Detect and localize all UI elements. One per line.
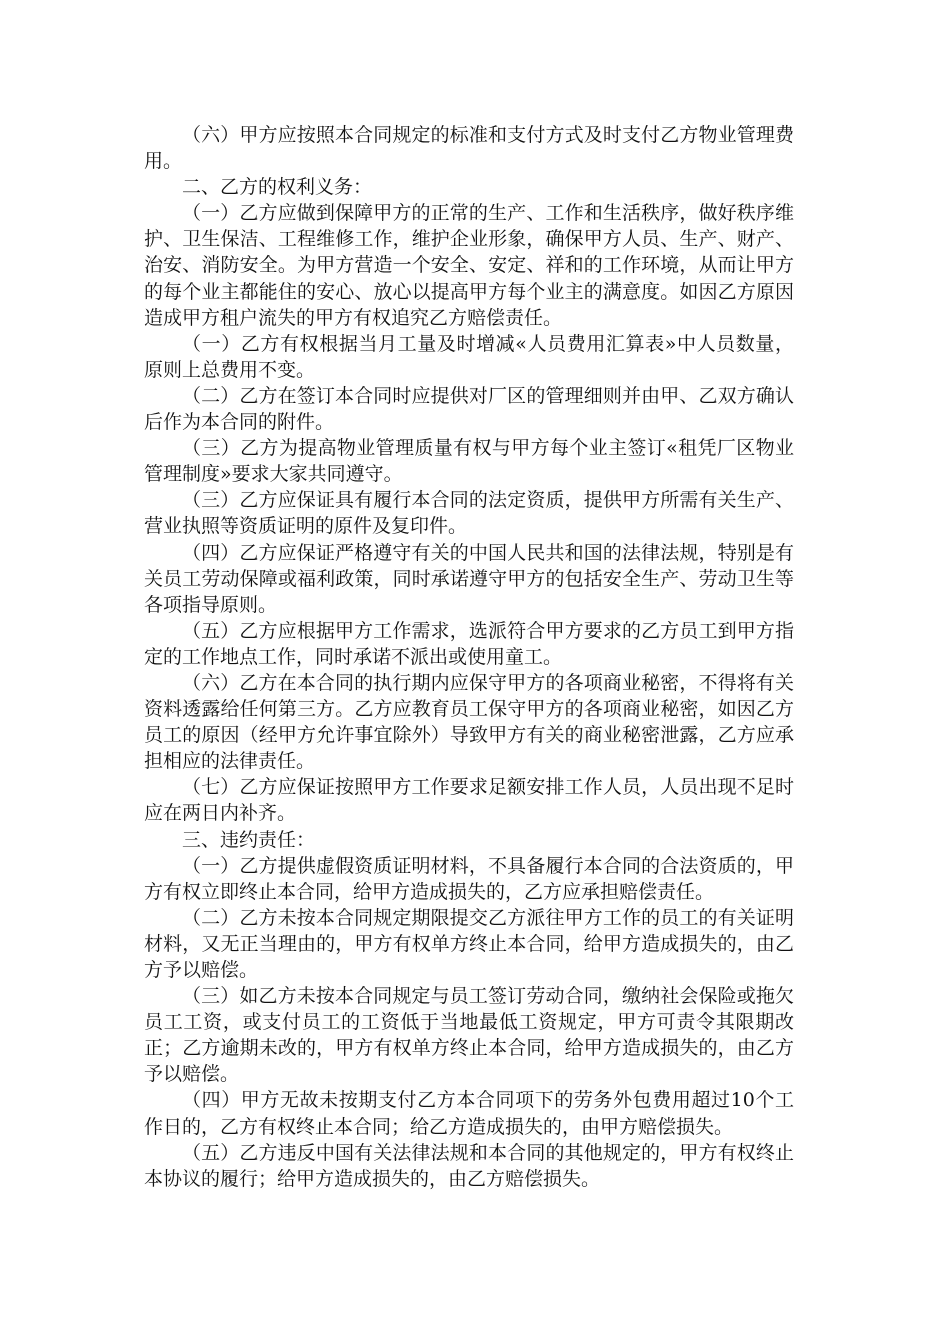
- paragraph-party-b-assign-staff: （五）乙方应根据甲方工作需求，选派符合甲方要求的乙方员工到甲方指定的工作地点工作，同时承诺不派出或使用童工。: [144, 619, 794, 668]
- paragraph-party-b-staffing: （一）乙方有权根据当月工量及时增减«人员费用汇算表»中人员数量，原则上总费用不变。: [144, 332, 794, 381]
- paragraph-party-b-tenant-rules: （三）乙方为提高物业管理质量有权与甲方每个业主签订«租凭厂区物业管理制度»要求大家共同遵守。: [144, 437, 794, 486]
- paragraph-party-b-order: （一）乙方应做到保障甲方的正常的生产、工作和生活秩序，做好秩序维护、卫生保洁、工程维修工作，维护企业形象，确保甲方人员、生产、财产、治安、消防安全。为甲方营造一个安全、安定、祥和的工作环境，从而让甲方的每个业主都能住的安心、放心以提高甲方每个业主的满意度。如因乙方原因造成甲方租户流失的甲方有权追究乙方赔偿责任。: [144, 202, 794, 329]
- paragraph-party-b-qualification: （三）乙方应保证具有履行本合同的法定资质，提供甲方所需有关生产、营业执照等资质证明的原件及复印件。: [144, 489, 794, 538]
- section-heading-breach: 三、违约责任：: [182, 828, 316, 851]
- paragraph-breach-law-violation: （五）乙方违反中国有关法律法规和本合同的其他规定的，甲方有权终止本协议的履行；给甲方造成损失的，由乙方赔偿损失。: [144, 1141, 794, 1190]
- paragraph-party-b-confidentiality: （六）乙方在本合同的执行期内应保守甲方的各项商业秘密，不得将有关资料透露给任何第三方。乙方应教育员工保守甲方的各项商业秘密，如因乙方员工的原因（经甲方允许事宜除外）导致甲方有关的商业秘密泄露，乙方应承担相应的法律责任。: [144, 671, 794, 773]
- section-heading-party-b-rights: 二、乙方的权利义务：: [182, 176, 373, 199]
- paragraph-breach-late-documents: （二）乙方未按本合同规定期限提交乙方派往甲方工作的员工的有关证明材料，又无正当理由的，甲方有权单方终止本合同，给甲方造成损失的，由乙方予以赔偿。: [144, 906, 794, 981]
- paragraph-party-b-staff-replenish: （七）乙方应保证按照甲方工作要求足额安排工作人员，人员出现不足时应在两日内补齐。: [144, 776, 794, 825]
- paragraph-party-b-compliance: （四）乙方应保证严格遵守有关的中国人民共和国的法律法规，特别是有关员工劳动保障或福利政策，同时承诺遵守甲方的包括安全生产、劳动卫生等各项指导原则。: [144, 541, 794, 616]
- paragraph-breach-false-qualification: （一）乙方提供虚假资质证明材料，不具备履行本合同的合法资质的，甲方有权立即终止本合同，给甲方造成损失的，乙方应承担赔偿责任。: [144, 854, 794, 903]
- paragraph-breach-late-payment: （四）甲方无故未按期支付乙方本合同项下的劳务外包费用超过10个工作日的，乙方有权终止本合同；给乙方造成损失的，由甲方赔偿损失。: [144, 1089, 794, 1138]
- document-body: [144, 122, 794, 1192]
- paragraph-party-b-management-rules: （二）乙方在签订本合同时应提供对厂区的管理细则并由甲、乙双方确认后作为本合同的附件。: [144, 384, 794, 434]
- paragraph-party-a-payment: （六）甲方应按照本合同规定的标准和支付方式及时支付乙方物业管理费用。: [144, 124, 794, 173]
- paragraph-breach-labor-contract: （三）如乙方未按本合同规定与员工签订劳动合同，缴纳社会保险或拖欠员工工资，或支付员工的工资低于当地最低工资规定，甲方可责令其限期改正；乙方逾期未改的，甲方有权单方终止本合同，给甲方造成损失的，由乙方予以赔偿。: [144, 985, 794, 1086]
